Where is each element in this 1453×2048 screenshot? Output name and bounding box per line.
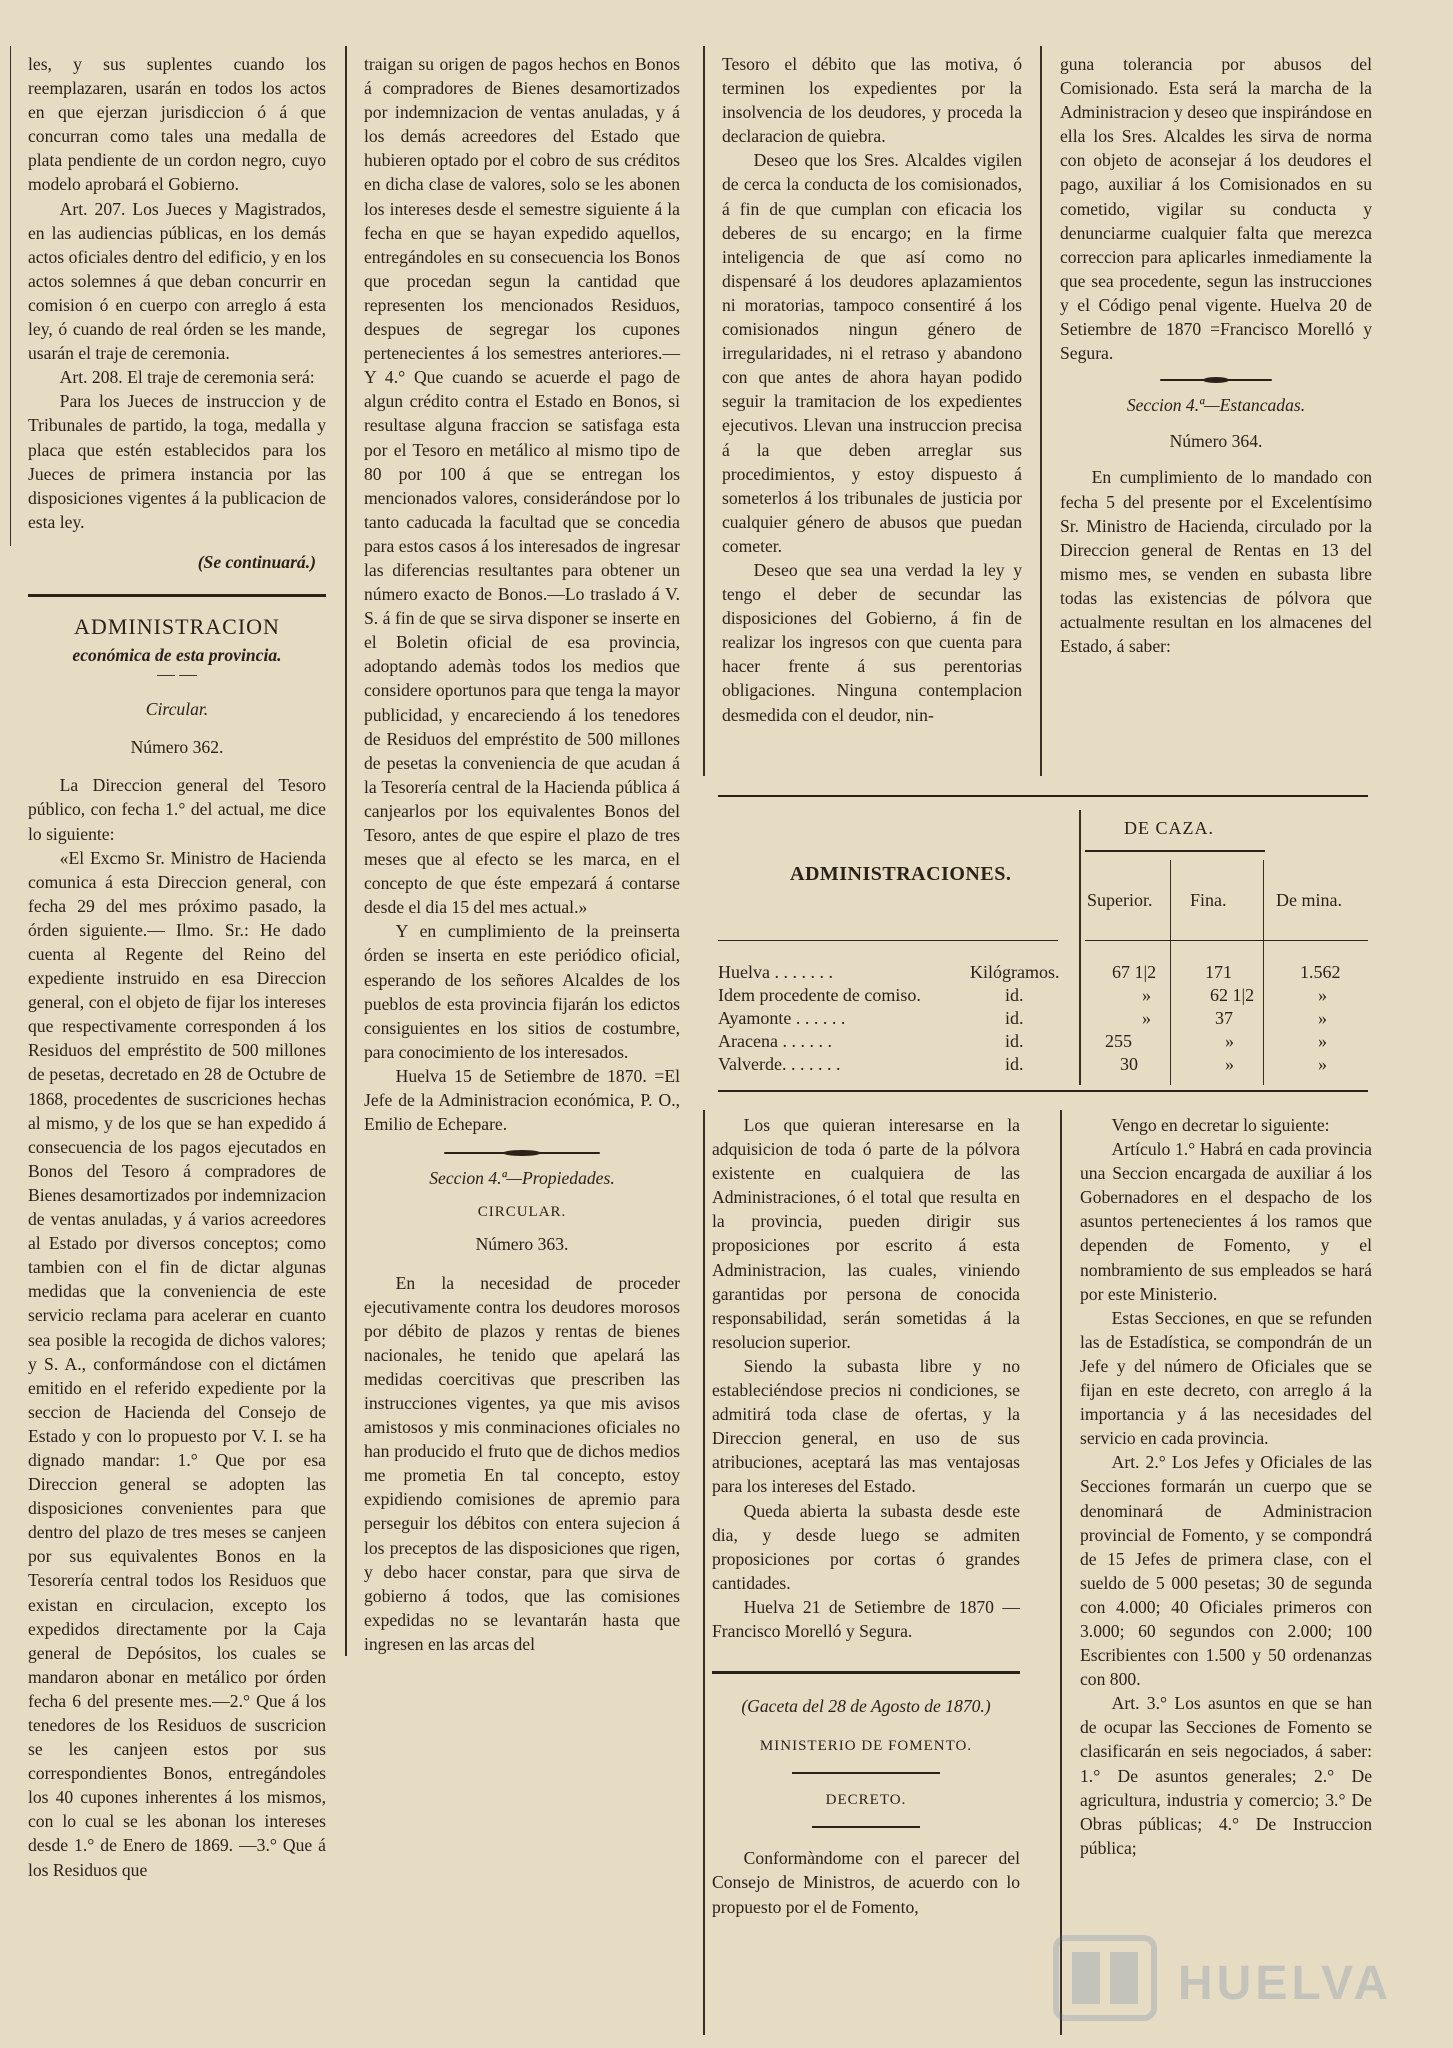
- col2-paragraph: traigan su origen de pagos hechos en Bonos á compradores de Bienes desamortizados por indemnizacion de ventas anuladas, y á los demás acreedores del Estado que hubieren optado por el cobro de sus créditos en dicha clase de valores, solo se les abonen los intereses desde el semestre siguiente á la fecha en que se hayan expedido aquellos, entregándoles en su consecuencia los Bonos que procedan segun la cantidad que representen los mencionados Residuos, despues de segregar los cupones pertenecientes á los semestres anteriores.—Y 4.° Que cuando se acuerde el pago de algun crédito contra el Estado en Bonos, si resultase alguna fraccion se satisfaga esta por el Tesoro en metálico al mismo tipo de 80 por 100 á que se entregan los mencionados valores, considerándose por lo tanto caducada la facultad que se concedia para estos casos á los interesados de ingresar las diferencias resultantes para obtener un número exacto de Bonos.—Lo traslado á V. S. á fin de que se sirva disponer se inserte en el Boletin oficial de esa provincia, adoptando ademàs todos los medios que considere oportunos para que tenga la mayor publicidad, y encareciendo á los tenedores de Residuos del empréstito de 500 millones de pesetas la conveniencia de que acudan á la Tesorería central de la Hacienda pública á canjearlos por los equivalentes Bonos del Tesoro, antes de que espire el plazo de tres meses que al efecto se les marca, en el concepto de que éste empezará á contarse desde el dia 15 del mes actual.»: [364, 54, 680, 918]
- circular-label: Circular.: [145, 699, 209, 720]
- left-border: [10, 46, 11, 546]
- table-cell: 171: [1205, 962, 1232, 982]
- col1-paragraph: Art. 208. El traje de ceremonia será:: [59, 367, 315, 388]
- table-cell: 67 1|2: [1112, 962, 1157, 982]
- table-row-unit: Kilógramos.: [970, 962, 1060, 982]
- col5-paragraph: Huelva 21 de Setiembre de 1870 —Francisco Morelló y Segura.: [712, 1596, 1020, 1641]
- table-row-unit: id.: [1005, 1008, 1024, 1028]
- table-cell: »: [1318, 1008, 1327, 1028]
- table-row-unit: id.: [1005, 985, 1024, 1005]
- table-row-unit: id.: [1005, 1054, 1024, 1074]
- table-col-header: Superior.: [1087, 890, 1153, 910]
- ornament: [444, 1150, 600, 1156]
- column-4: [1060, 52, 1372, 658]
- col1-paragraph: les, y sus suplentes cuando los reemplazaren, usarán en todos los actos en que ejerzan jurisdiccion ó á que concurran como tales una medalla de plata pendiente de un cordon negro, cuyo modelo aprobará el Gobierno.: [28, 54, 326, 195]
- circular-label: CIRCULAR.: [477, 1204, 567, 1221]
- column-2: [364, 52, 680, 1656]
- col6-paragraph: Estas Secciones, en que se refunden las de Estadística, se compondrán de un Jefe y del número de Oficiales que se fijan en este decreto, con arreglo á la importancia y á las necesidades del servicio en cada provincia.: [1080, 1307, 1372, 1449]
- column-rule-2: [703, 46, 705, 776]
- table-cell: »: [1142, 985, 1151, 1005]
- table-cell: 37: [1215, 1008, 1233, 1028]
- admin-title: ADMINISTRACION: [74, 613, 280, 639]
- table-row-name: Idem procedente de comiso.: [718, 985, 921, 1005]
- table-cell: »: [1318, 1031, 1327, 1051]
- col1-paragraph: La Direccion general del Tesoro público, con fecha 1.° del actual, me dice lo siguiente:: [28, 775, 326, 844]
- col1-paragraph: «El Excmo Sr. Ministro de Hacienda comunica á esta Direccion general, con fecha 29 del mes próximo pasado, la órden siguiente.— Ilmo. Sr.: He dado cuenta al Regente del Reino del expediente instruido en esa Direccion general, con el objeto de fijar los intereses que respectivamente corresponden á los Residuos del empréstito de 500 millones de pesetas, decretado en 28 de Octubre de 1868, procedentes de suscriciones hechas al mismo, y de los que se han expedido á consecuencia de los pagos ejecutados en Bonos del Tesoro á compradores de Bienes desamortizados por indemnizacion de ventas anuladas, y á varios acreedores al Estado por diversos conceptos; como tambien con el fin de dictar algunas medidas que la conveniencia de este servicio reclama para acelerar en cuanto sea posible la recogida de dichos valores; y S. A., conformándose con el dictámen emitido en el referido expediente por la seccion de Hacienda del Consejo de Estado y con lo propuesto por V. I. se ha dignado mandar: 1.° Que por esa Direccion general se adopten las disposiciones convenientes para que dentro del plazo de tres meses se canjeen por sus equivalentes Bonos en la Tesorería central todos los Residuos que existan en circulacion, excepto los expedidos directamente por la Caja general de Depósitos, los cuales se mandaron abonar en metálico por órden fecha 6 del presente mes.—2.° Que á los tenedores de los Residuos de suscricion se les canjeen estos por sus correspondientes Bonos, entregándoles los 40 cupones inherentes á los mismos, con lo cual se les abonan los intereses desde 1.° de Enero de 1869. —3.° Que á los Residuos que: [28, 847, 326, 1880]
- table-cell: 255: [1105, 1031, 1132, 1051]
- table-row-name: Aracena . . . . . .: [718, 1031, 832, 1051]
- continuara: (Se continuará.): [197, 551, 316, 572]
- table-cell: »: [1142, 1008, 1151, 1028]
- column-rule-4: [703, 1110, 705, 2035]
- column-3: [722, 52, 1022, 727]
- table-cell: 30: [1120, 1054, 1138, 1074]
- column-6: [1080, 1113, 1372, 1860]
- col3-paragraph: Deseo que sea una verdad la ley y tengo el deber de secundar las disposiciones del Gobierno, á fin de realizar los ingresos con que cuenta para hacer frente á sus perentorias obligaciones. Ninguna contemplacion desmedida con el deudor, nin-: [722, 559, 1022, 725]
- watermark-text: HUELVA: [1178, 1957, 1393, 2010]
- col5-paragraph: Queda abierta la subasta desde este dia, y desde luego se admiten proposiciones por cortas ó grandes cantidades.: [712, 1500, 1020, 1593]
- short-rule: [792, 1772, 940, 1774]
- column-rule-1: [345, 46, 347, 1656]
- col2-paragraph: En la necesidad de proceder ejecutivamente contra los deudores morosos por débito de plazos y rentas de bienes nacionales, he tenido que apelará las medidas coercitivas que prescriben las instrucciones vigentes, ya que mis avisos amistosos y mis conminaciones oficiales no han producido el fruto que de dichos medios me prometia En tal concepto, estoy expidiendo comisiones de apremio para perseguir los débitos con entera sujecion á los preceptos de las disposiciones que rigen, y debo hacer constar, para que sirva de gobierno á todos, que las comisiones expedidas no se levantarán hasta que ingresen en las arcas del: [364, 1272, 680, 1654]
- numero-label: Número 362.: [130, 737, 224, 758]
- table-row-name: Ayamonte . . . . . .: [718, 1008, 846, 1028]
- gaceta-label: (Gaceta del 28 de Agosto de 1870.): [741, 1696, 991, 1717]
- table-cell: »: [1225, 1031, 1234, 1051]
- col6-paragraph: Art. 2.° Los Jefes y Oficiales de las Secciones formarán un cuerpo que se denominará de Administracion provincial de Fomento, y se compondrá de 15 Jefes de primera clase, con el sueldo de 5 000 pesetas; 30 de segunda con 4.000; 40 Oficiales primeros con 3.000; 60 segundos con 2.000; 100 Escribientes con 1.500 y 50 ordenanzas con 800.: [1080, 1452, 1372, 1690]
- table-rule: [1263, 860, 1264, 1085]
- table-group-header: DE CAZA.: [1124, 818, 1214, 838]
- table-cell: 62 1|2: [1210, 985, 1255, 1005]
- table-header-rule: [718, 940, 1058, 941]
- col5-paragraph: Siendo la subasta libre y no estableciéndose precios ni condiciones, se admitirá toda clase de ofertas, y la Direccion general, en uso de sus atribuciones, aceptará las mas ventajosas para los intereses del Estado.: [712, 1355, 1020, 1497]
- col3-paragraph: Tesoro el débito que las motiva, ó terminen los expedientes por la insolvencia de los deudores, y proceda la declaracion de quiebra.: [722, 54, 1022, 147]
- table-header-rule: [1085, 850, 1265, 852]
- table-cell: »: [1318, 985, 1327, 1005]
- watermark: [1050, 1928, 1393, 2028]
- table-stub-header: ADMINISTRACIONES.: [790, 863, 1012, 885]
- table-bottom-rule: [718, 1090, 1368, 1092]
- col3-paragraph: Deseo que los Sres. Alcaldes vigilen de cerca la conducta de los comisionados, á fin de que cumplan con eficacia los deberes de su encargo; en la firme inteligencia de que así como no dispensaré á los deudores aplazamientos ni moratorias, tampoco consentiré á los comisionados ningun género de irregularidades, ni el retraso y abandono con que antes de ahora hayan podido seguir la tramitacion de los expedientes ejecutivos. Llevan una instruccion precisa á la que deben arreglar sus procedimientos, y estoy dispuesto á someterlos á los tribunales de justicia por cualquier género de abusos que puedan cometer.: [722, 150, 1022, 556]
- col5-paragraph: Los que quieran interesarse en la adquisicion de toda ó parte de la pólvora existente en cualquiera de las Administraciones, ó el total que resulta en la provincia, pueden dirigir sus proposiciones por escrito á esta Administracion, las cuales, viniendo garantidas por persona de conocida responsabilidad, serán sometidas á la resolucion superior.: [712, 1115, 1020, 1352]
- admin-subtitle: económica de esta provincia.: [72, 645, 282, 666]
- col4-paragraph: guna tolerancia por abusos del Comisionado. Esta será la marcha de la Administracion y deseo que inspirándose en ella los Sres. Alcaldes les sirva de norma con objeto de aconsejar á los deudores el pago, auxiliar á los Comisionados en su cometido, vigilar su conducta y denunciarme cualquier falta que merezca correccion para aplicarles inmediamente la que sea procedente, segun las instrucciones y el Código penal vigente. Huelva 20 de Setiembre de 1870 =Francisco Morelló y Segura.: [1060, 54, 1372, 364]
- ornament-divider: [364, 1136, 680, 1166]
- section-rule: [712, 1671, 1020, 1674]
- table-row-name: Huelva . . . . . . .: [718, 962, 833, 982]
- col6-paragraph: Artículo 1.° Habrá en cada provincia una Seccion encargada de auxiliar á los Gobernadores en el despacho de los asuntos pertenecientes á los ramos que dependen de Fomento, y el nombramiento de sus empleados se hará por este Ministerio.: [1080, 1139, 1372, 1304]
- admin-dash: — —: [157, 664, 197, 685]
- numero-label: Número 364.: [1169, 431, 1263, 452]
- col1-paragraph: Para los Jueces de instruccion y de Tribunales de partido, la toga, medalla y placa que estén establecidos para los Jueces de primera instancia por las disposiciones vigentes á la publicacion de esta ley.: [28, 391, 326, 532]
- col6-paragraph: Art. 3.° Los asuntos en que se han de ocupar las Secciones de Fomento se clasificarán en seis negociados, á saber: 1.° De asuntos generales; 2.° De agricultura, industria y comercio; 3.° De Obras públicas; 4.° De Instruccion pública;: [1080, 1693, 1372, 1858]
- column-rule-3: [1040, 46, 1042, 776]
- section-rule: [28, 594, 326, 597]
- table-top-rule: [718, 795, 1368, 797]
- col6-paragraph: Vengo en decretar lo siguiente:: [1111, 1115, 1330, 1135]
- col5-paragraph: Conformàndome con el parecer del Consejo de Ministros, de acuerdo con lo propuesto por el de Fomento,: [712, 1848, 1020, 1917]
- ministerio-label: MINISTERIO DE FOMENTO.: [759, 1738, 973, 1755]
- table-col-header: Fina.: [1190, 890, 1227, 910]
- numero-label: Número 363.: [475, 1234, 569, 1255]
- column-5: [712, 1113, 1020, 1919]
- table-rule: [1170, 860, 1171, 1085]
- column-1: [28, 52, 326, 1882]
- col1-paragraph: Art. 207. Los Jueces y Magistrados, en las audiencias públicas, en los demás actos oficiales dentro del edificio, y en los actos solemnes á que deban concurrir en comision ó en cuerpo con arreglo á esta ley, ó cuando de real órden se les mande, usarán el traje de ceremonia.: [28, 198, 326, 364]
- ornament: [1160, 377, 1272, 383]
- table-col-header: De mina.: [1276, 890, 1342, 910]
- col4-paragraph: En cumplimiento de lo mandado con fecha 5 del presente por el Excelentísimo Sr. Ministro de Hacienda, circulado por la Direccion general de Rentas en 13 del mismo mes, se venden en subasta libre todas las existencias de pólvora que actualmente resultan en los almacenes del Estado, á saber:: [1060, 467, 1372, 657]
- short-rule: [812, 1826, 920, 1828]
- table-header-rule: [1085, 940, 1368, 941]
- table-cell: 1.562: [1300, 962, 1341, 982]
- column-rule-5: [1060, 1110, 1062, 2035]
- section-title: Seccion 4.ª—Estancadas.: [1126, 395, 1306, 416]
- section-title: Seccion 4.ª—Propiedades.: [429, 1168, 615, 1189]
- ornament-divider: [1060, 365, 1372, 393]
- table-row-name: Valverde. . . . . . .: [718, 1054, 841, 1074]
- table-cell: »: [1225, 1054, 1234, 1074]
- decreto-label: DECRETO.: [825, 1792, 907, 1809]
- table-row-unit: id.: [1005, 1031, 1024, 1051]
- col2-paragraph: Y en cumplimiento de la preinserta órden se inserta en este periódico oficial, esperando de los señores Alcaldes de los pueblos de esta provincia fijarán los edictos consiguientes en los sitios de costumbre, para conocimiento de los interesados.: [364, 921, 680, 1062]
- table-rule: [1079, 810, 1081, 1085]
- seal-icon: [1050, 1930, 1160, 2026]
- col2-paragraph: Huelva 15 de Setiembre de 1870. =El Jefe de la Administracion económica, P. O., Emilio de Echepare.: [364, 1065, 680, 1135]
- table-cell: »: [1318, 1054, 1327, 1074]
